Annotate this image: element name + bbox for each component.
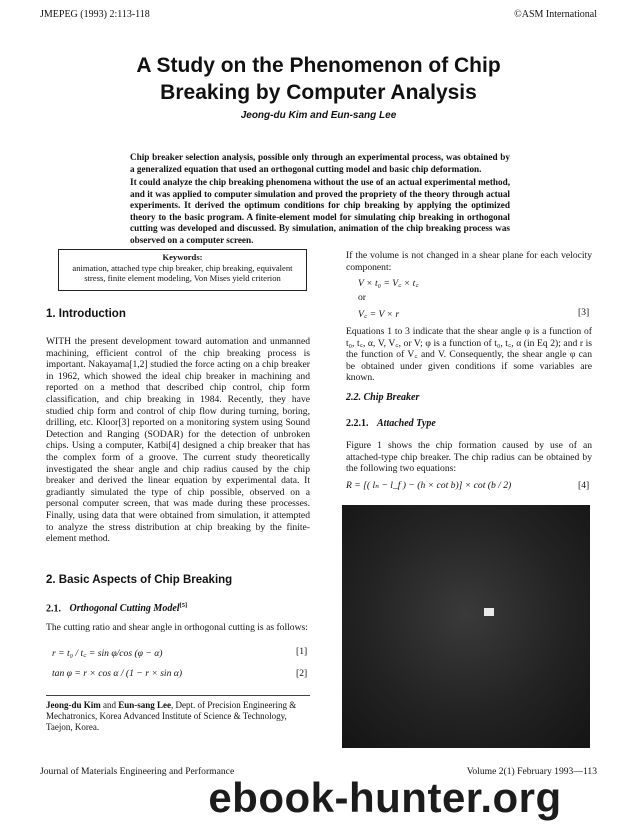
journal-header: JMEPEG (1993) 2:113-118 xyxy=(40,9,150,20)
section-basic-aspects-title: 2. Basic Aspects of Chip Breaking xyxy=(46,574,233,586)
footer-volume: Volume 2(1) February 1993—113 xyxy=(466,766,597,777)
equation-1: r = t₀ / t꜀ = sin φ/cos (φ − α) xyxy=(52,648,163,659)
footer-journal: Journal of Materials Engineering and Performance xyxy=(40,766,235,777)
authors: Jeong-du Kim and Eun-sang Lee xyxy=(240,110,397,121)
equation-3a: V × t₀ = V꜀ × t꜀ xyxy=(358,278,419,289)
author-affiliation: Jeong-du Kim and Eun-sang Lee, Dept. of Precision Engineering & Mechatronics, Korea Advanced Institute of Science & Technology, Taejon, Korea. xyxy=(46,700,297,732)
figure-1-photo xyxy=(342,505,590,748)
copyright-header: ©ASM International xyxy=(514,9,597,20)
title-line-1: A Study on the Phenomenon of Chip xyxy=(136,54,501,77)
equation-2-number: [2] xyxy=(296,668,308,679)
equation-explanation: Equations 1 to 3 indicate that the shear angle φ is a function of t₀, t꜀, α, V, V꜀, or V; φ is a function of t₀, t꜀, α (in Eq 2); and r is the function of V꜀ and V. Consequently, the shear angle φ can be obtained under given conditions if some variables are known. xyxy=(346,326,592,384)
keywords-box xyxy=(58,249,307,291)
equation-1-number: [1] xyxy=(296,646,308,657)
equation-or: or xyxy=(358,292,366,303)
title-line-2: Breaking by Computer Analysis xyxy=(160,81,477,104)
paper-title xyxy=(0,52,637,106)
equation-3-number: [3] xyxy=(578,307,590,318)
subsection-orthogonal-title: 2.1. Orthogonal Cutting Model[5] xyxy=(46,602,188,615)
abstract-paragraph-1: Chip breaker selection analysis, possible only through an experimental process, was obtained by a generalized equation that used an orthogonal cutting model and basic chip deformation. xyxy=(130,152,510,174)
equation-3b: V꜀ = V × r xyxy=(358,309,400,320)
abstract-paragraph-2: It could analyze the chip breaking phenomena without the use of an actual experimental method, and it was applied to computer simulation and proved the propriety of the theory through actual experiments. It derived the optimum conditions for chip breaking by applying the optimized theory to the basic program. A finite-element model for simulating chip breaking in orthogonal cutting was developed and discussed. By simulation, animation of the chip breaking process was observed on a computer screen. xyxy=(130,177,510,245)
keywords-title: Keywords: xyxy=(162,252,203,262)
volume-text: If the volume is not changed in a shear plane for each velocity component: xyxy=(346,250,592,273)
section-introduction-title: 1. Introduction xyxy=(46,308,126,320)
introduction-text: WITH the present development toward automation and unmanned machining, efficient control of the chip breaking process is important. Nakayama[1,2] studied the force acting on a chip breaker in 1962, which showed the ideal chip breaker in machining and reported on a method that described chip control, chip form classification, and chip breaking in 1984. Recently, they have studied chip form and control of chip flow during turning, boring, drilling, etc. Kloor[3] reported on a monitoring system using Sound Detection and Ranging (SODAR) for the detection of unbroken chips. Using a computer, Katbi[4] designed a chip breaker that has the complex form of a groove. The current study theoretically investigated the shear angle and chip radius caused by the chip breaker and derived the linear equation by experimental data. It gradiantly simulated the type of chip possible, observed on a personal computer screen, that was made during these processes. Finally, using data that were obtained from simulation, it attempted to analyze the stress distribution at chip breaking by the finite-element method. xyxy=(46,336,310,545)
equation-4-number: [4] xyxy=(578,480,590,491)
watermark: ebook-hunter.org xyxy=(208,774,562,821)
equation-2: tan φ = r × cos α / (1 − r × sin α) xyxy=(52,668,183,679)
subsection-chip-breaker-title: 2.2. Chip Breaker xyxy=(346,392,420,403)
attached-type-text: Figure 1 shows the chip formation caused by use of an attached-type chip breaker. The chip radius can be obtained by the following two equations: xyxy=(346,440,592,475)
photo-highlight xyxy=(484,608,494,616)
equation-4: R = [( lₙ − l_f ) − (h × cot b)] × cot (b / 2) xyxy=(346,480,512,491)
keywords-text: animation, attached type chip breaker, chip breaking, equivalent stress, finite element modeling, Von Mises yield criterion xyxy=(72,262,293,283)
subsection-attached-type-title: 2.2.1. Attached Type xyxy=(346,418,436,429)
footnote-rule xyxy=(46,695,310,696)
orthogonal-text: The cutting ratio and shear angle in orthogonal cutting is as follows: xyxy=(46,622,308,633)
